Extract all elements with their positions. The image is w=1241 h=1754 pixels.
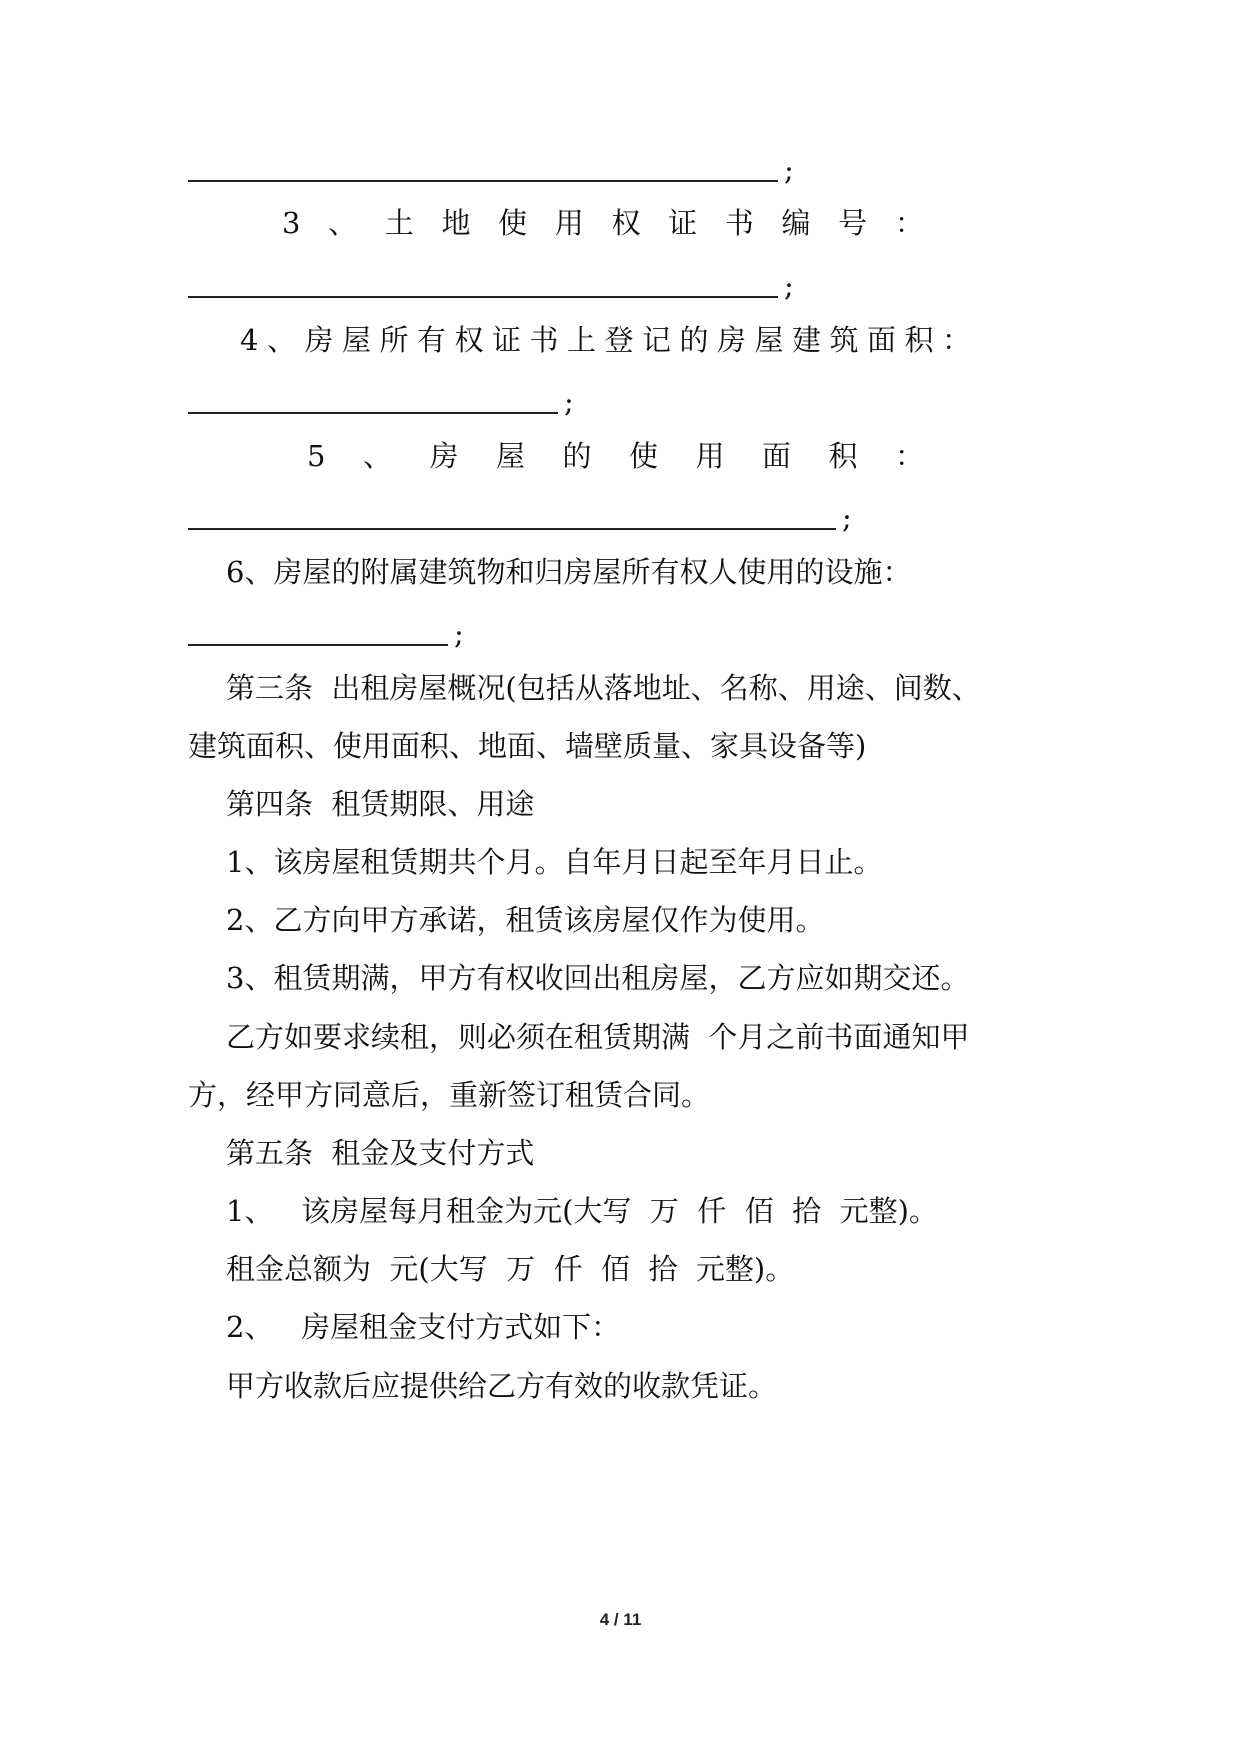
item-3-token: 号 xyxy=(838,206,868,240)
blank-line-4 xyxy=(188,498,852,538)
item-5-token: 房 xyxy=(429,439,459,473)
blank-rule xyxy=(188,528,836,530)
article-5-total: 租金总额为 元(大写 万 仟 佰 拾 元整)。 xyxy=(226,1252,795,1286)
item-3-token: 证 xyxy=(668,206,698,240)
blank-line-3 xyxy=(188,382,574,422)
item-5-token: ： xyxy=(894,439,924,473)
item-5-token: 的 xyxy=(562,439,592,473)
item-5-token: 、 xyxy=(362,439,392,473)
blank-rule xyxy=(188,644,448,646)
semicolon: ; xyxy=(842,501,852,535)
article-4-item-2: 2、乙方向甲方承诺，租赁该房屋仅作为使用。 xyxy=(226,903,825,937)
item-3-token: 书 xyxy=(724,206,754,240)
blank-rule xyxy=(188,412,558,414)
article-4-title: 第四条 租赁期限、用途 xyxy=(226,787,535,821)
article-5-title: 第五条 租金及支付方式 xyxy=(226,1136,535,1170)
item-3-token: 、 xyxy=(328,206,358,240)
article-3-line-1: 第三条 出租房屋概况(包括从落地址、名称、用途、间数、 xyxy=(226,671,981,705)
renewal-line-1: 乙方如要求续租，则必须在租赁期满 个月之前书面通知甲 xyxy=(226,1020,970,1054)
semicolon: ; xyxy=(784,153,794,187)
article-5-receipt: 甲方收款后应提供给乙方有效的收款凭证。 xyxy=(226,1369,778,1403)
item-3-token: 用 xyxy=(554,206,584,240)
article-4-item-3: 3、租赁期满，甲方有权收回出租房屋，乙方应如期交还。 xyxy=(226,961,970,995)
item-3-token: 地 xyxy=(441,206,471,240)
item-5-token: 积 xyxy=(828,439,858,473)
item-3-token: 土 xyxy=(384,206,414,240)
item-6-facilities: 6、房屋的附属建筑物和归房屋所有权人使用的设施： xyxy=(226,555,912,589)
item-5-token: 面 xyxy=(761,439,791,473)
item-4-building-area: 4、房屋所有权证书上登记的房屋建筑面积： xyxy=(240,323,980,357)
article-3-line-2: 建筑面积、使用面积、地面、墙壁质量、家具设备等) xyxy=(188,729,867,763)
article-5-item-1: 1、 该房屋每月租金为元(大写 万 仟 佰 拾 元整)。 xyxy=(226,1194,938,1228)
page-number: 4 / 11 xyxy=(599,1610,642,1629)
renewal-line-2: 方，经甲方同意后，重新签订租赁合同。 xyxy=(188,1078,711,1112)
item-5-token: 屋 xyxy=(495,439,525,473)
blank-line-5 xyxy=(188,614,464,654)
item-3-token: 3 xyxy=(282,206,301,240)
article-4-item-1: 1、该房屋租赁期共个月。自年月日起至年月日止。 xyxy=(226,845,883,879)
item-5-token: 5 xyxy=(307,439,326,473)
item-3-token: 使 xyxy=(498,206,528,240)
item-5-usable-area xyxy=(307,436,924,476)
blank-rule xyxy=(188,180,778,182)
semicolon: ; xyxy=(784,269,794,303)
item-3-land-certificate xyxy=(282,203,924,243)
article-5-item-2: 2、 房屋租金支付方式如下： xyxy=(226,1310,621,1344)
blank-rule xyxy=(188,296,778,298)
item-3-token: 编 xyxy=(781,206,811,240)
item-5-token: 用 xyxy=(695,439,725,473)
item-3-token: ： xyxy=(894,206,924,240)
item-5-token: 使 xyxy=(628,439,658,473)
blank-line-1 xyxy=(188,150,794,190)
semicolon: ; xyxy=(564,385,574,419)
item-3-token: 权 xyxy=(611,206,641,240)
blank-line-2 xyxy=(188,266,794,306)
semicolon: ; xyxy=(454,617,464,651)
